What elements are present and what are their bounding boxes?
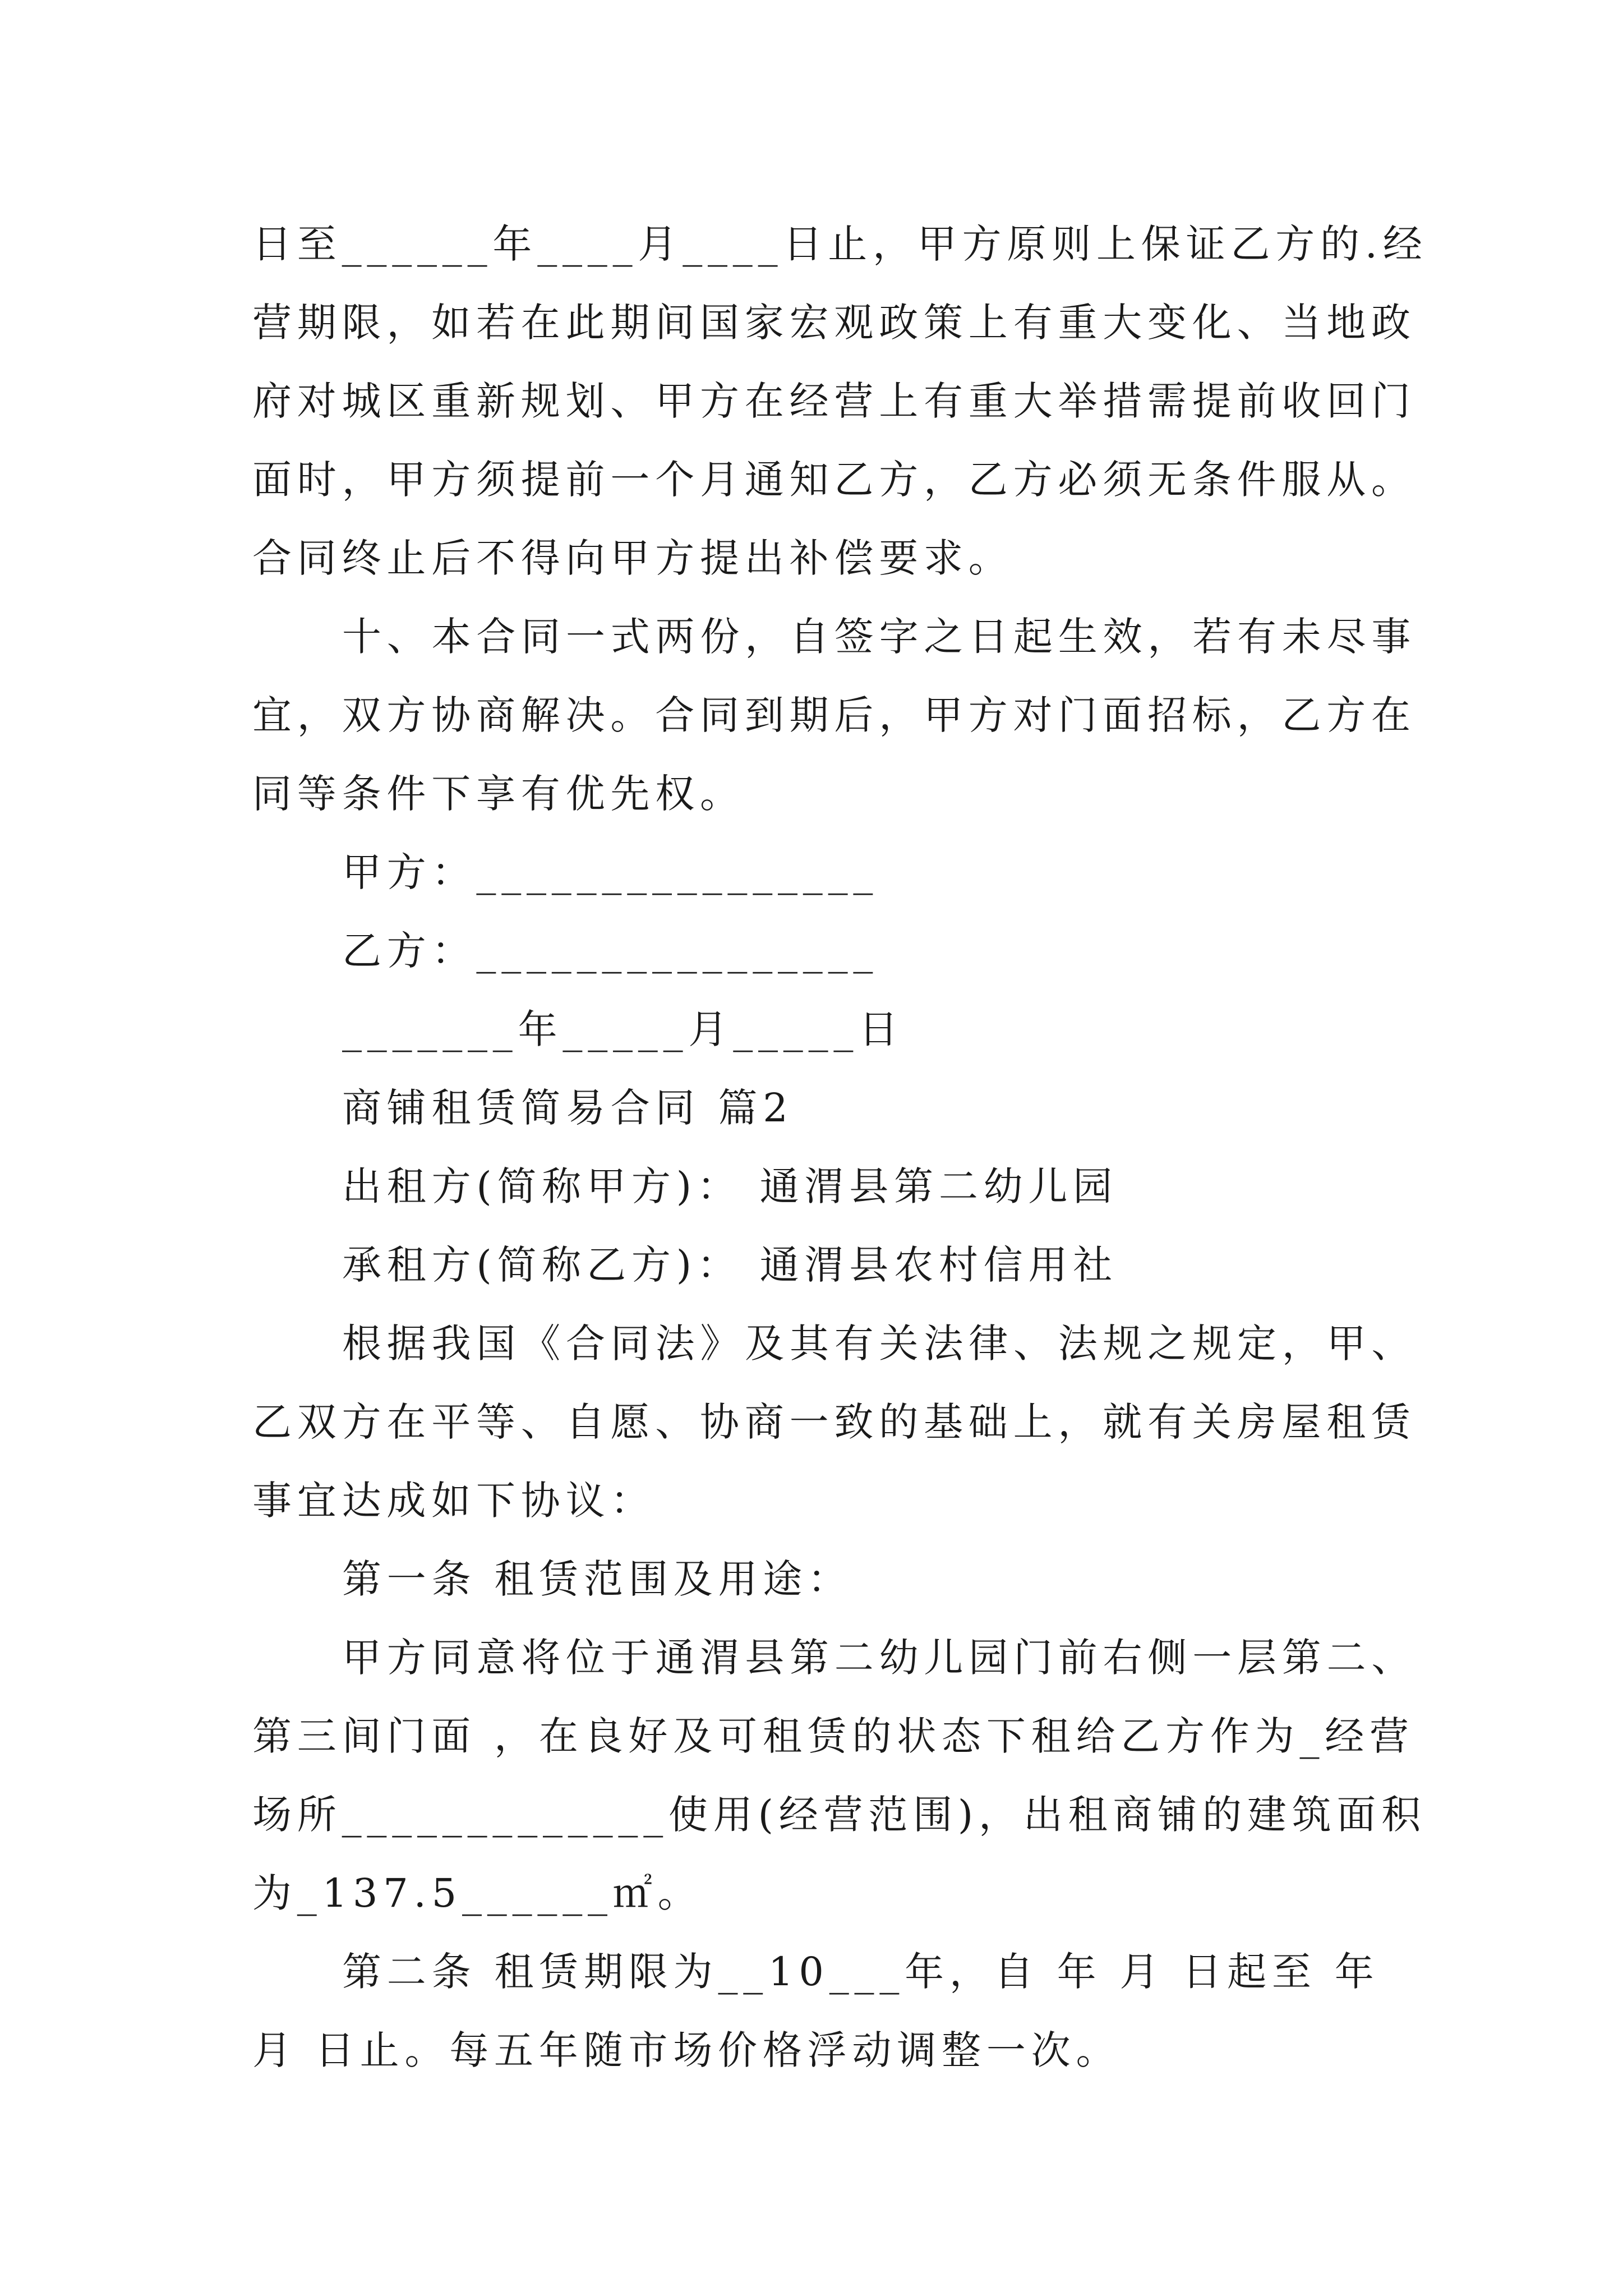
- paragraph-line: 事宜达成如下协议：: [252, 1478, 656, 1524]
- paragraph-line: 为_137.5______㎡。: [252, 1870, 703, 1916]
- paragraph-line: 营期限，如若在此期间国家宏观政策上有重大变化、当地政: [252, 300, 1416, 346]
- paragraph-line: 府对城区重新规划、甲方在经营上有重大举措需提前收回门: [252, 378, 1416, 424]
- article-one-heading: 第一条 租赁范围及用途：: [342, 1556, 852, 1602]
- paragraph-line: 月 日止。每五年随市场价格浮动调整一次。: [252, 2027, 1121, 2073]
- paragraph-line: 场所_____________使用(经营范围)，出租商铺的建筑面积: [252, 1792, 1427, 1838]
- paragraph-line: 合同终止后不得向甲方提出补偿要求。: [252, 535, 1013, 581]
- party-b-signature-line: 乙方：________________: [342, 928, 879, 974]
- paragraph-line: 面时，甲方须提前一个月通知乙方，乙方必须无条件服从。: [252, 457, 1416, 503]
- paragraph-line: 乙双方在平等、自愿、协商一致的基础上，就有关房屋租赁: [252, 1399, 1416, 1445]
- preamble-line: 根据我国《合同法》及其有关法律、法规之规定，甲、: [342, 1320, 1417, 1366]
- party-a-signature-line: 甲方：________________: [342, 849, 879, 895]
- date-line: _______年_____月_____日: [342, 1006, 903, 1052]
- paragraph-line: 同等条件下享有优先权。: [252, 771, 745, 817]
- paragraph-line: 宜，双方协商解决。合同到期后，甲方对门面招标，乙方在: [252, 692, 1416, 738]
- section-title: 商铺租赁简易合同 篇2: [342, 1085, 794, 1131]
- paragraph-line: 日至______年____月____日止，甲方原则上保证乙方的.经: [252, 221, 1428, 267]
- paragraph-line: 第三间门面 ，在良好及可租赁的状态下租给乙方作为_经营: [252, 1713, 1414, 1759]
- article-one-body: 甲方同意将位于通渭县第二幼儿园门前右侧一层第二、: [342, 1635, 1417, 1681]
- clause-ten: 十、本合同一式两份，自签字之日起生效，若有未尽事: [342, 614, 1417, 660]
- lessor-line: 出租方(简称甲方)： 通渭县第二幼儿园: [342, 1163, 1118, 1209]
- lessee-line: 承租方(简称乙方)： 通渭县农村信用社: [342, 1242, 1118, 1288]
- article-two: 第二条 租赁期限为__10___年，自 年 月 日起至 年: [342, 1949, 1380, 1995]
